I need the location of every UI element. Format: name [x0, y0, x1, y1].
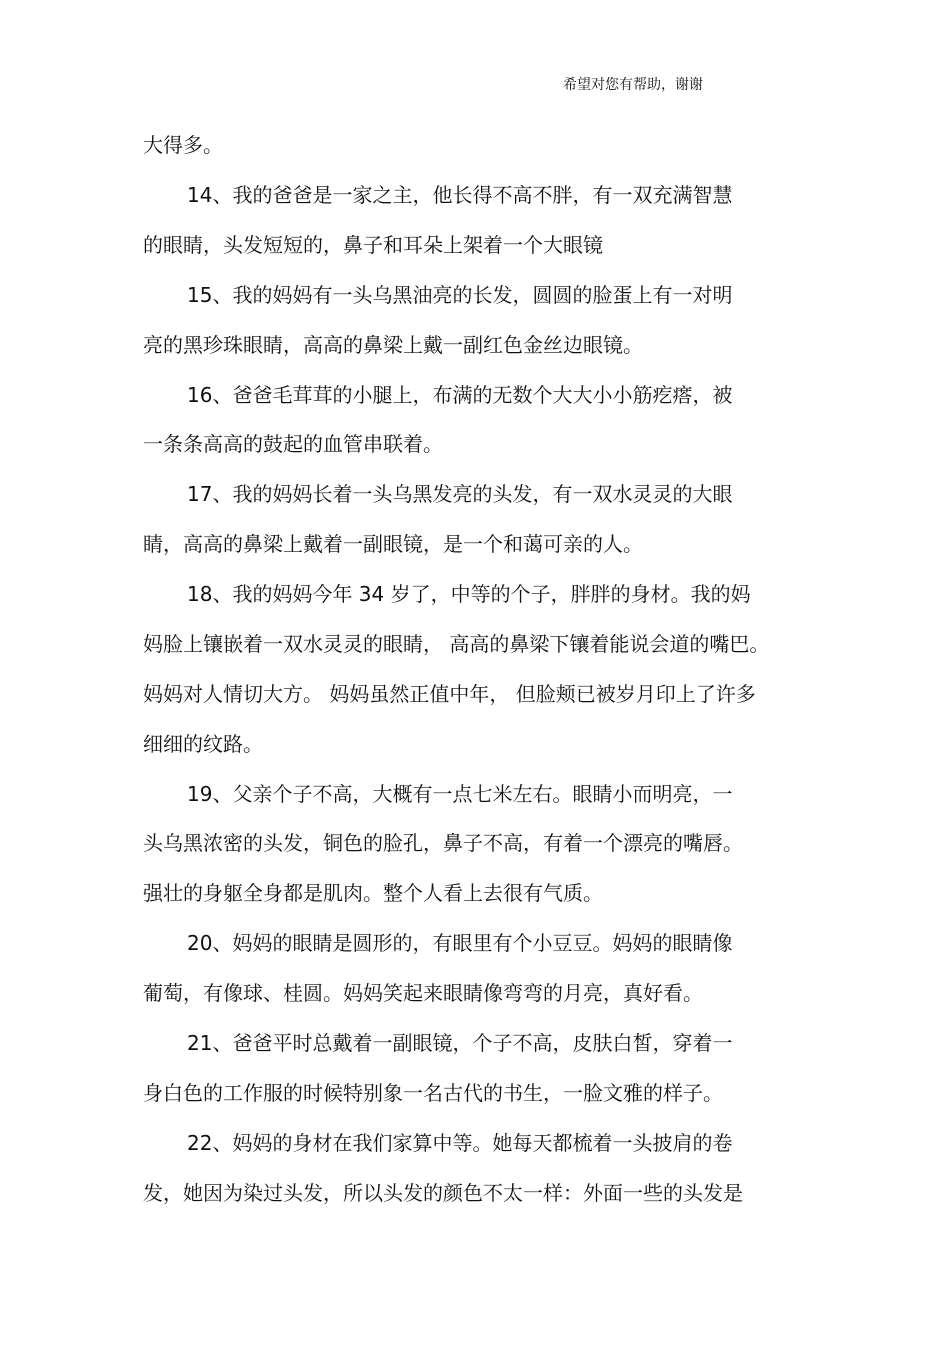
text-line: 15、我的妈妈有一头乌黑油亮的长发，圆圆的脸蛋上有一对明 [187, 283, 733, 307]
text-line: 18、我的妈妈今年 34 岁了，中等的个子，胖胖的身材。我的妈 [187, 582, 751, 606]
text-line: 妈妈对人情切大方。 妈妈虽然正值中年， 但脸颊已被岁月印上了许多 [143, 682, 756, 706]
text-line: 头乌黑浓密的头发，铜色的脸孔，鼻子不高，有着一个漂亮的嘴唇。 [143, 831, 743, 855]
text-line: 14、我的爸爸是一家之主，他长得不高不胖，有一双充满智慧 [187, 183, 733, 207]
text-line: 睛，高高的鼻梁上戴着一副眼镜，是一个和蔼可亲的人。 [143, 532, 643, 556]
text-line: 身白色的工作服的时候特别象一名古代的书生，一脸文雅的样子。 [143, 1081, 723, 1105]
text-line: 妈脸上镶嵌着一双水灵灵的眼睛， 高高的鼻梁下镶着能说会道的嘴巴。 [143, 632, 770, 656]
text-line: 17、我的妈妈长着一头乌黑发亮的头发，有一双水灵灵的大眼 [187, 482, 733, 506]
text-line: 16、爸爸毛茸茸的小腿上，布满的无数个大大小小筋疙瘩，被 [187, 383, 733, 407]
text-line: 亮的黑珍珠眼睛，高高的鼻梁上戴一副红色金丝边眼镜。 [143, 333, 643, 357]
text-line: 19、父亲个子不高，大概有一点七米左右。眼睛小而明亮，一 [187, 782, 733, 806]
text-line: 的眼睛，头发短短的，鼻子和耳朵上架着一个大眼镜 [143, 233, 603, 257]
text-line: 强壮的身躯全身都是肌肉。整个人看上去很有气质。 [143, 881, 603, 905]
text-line: 一条条高高的鼓起的血管串联着。 [143, 432, 443, 456]
text-line: 细细的纹路。 [143, 732, 263, 756]
text-line: 22、妈妈的身材在我们家算中等。她每天都梳着一头披肩的卷 [187, 1131, 733, 1155]
text-line: 21、爸爸平时总戴着一副眼镜，个子不高，皮肤白皙，穿着一 [187, 1031, 733, 1055]
header-note: 希望对您有帮助，谢谢 [563, 77, 703, 93]
text-line: 葡萄，有像球、桂圆。妈妈笑起来眼睛像弯弯的月亮，真好看。 [143, 981, 703, 1005]
text-line: 20、妈妈的眼睛是圆形的，有眼里有个小豆豆。妈妈的眼睛像 [187, 931, 733, 955]
text-line: 发，她因为染过头发，所以头发的颜色不太一样：外面一些的头发是 [143, 1181, 743, 1205]
text-line: 大得多。 [143, 133, 223, 157]
